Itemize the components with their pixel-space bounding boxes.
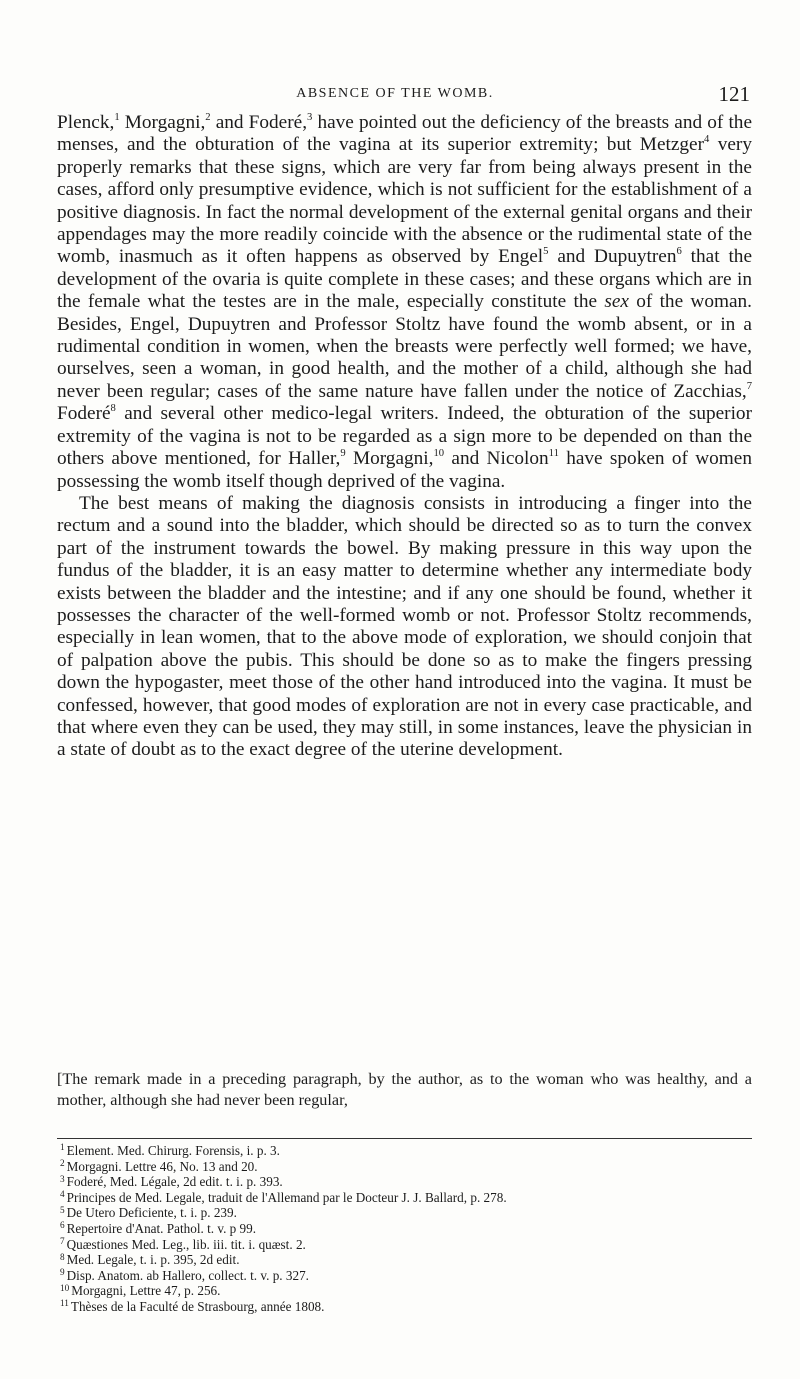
footnote: $^3$ Foderé, Med. Légale, 2d edit. t. i. p. 393. xyxy=(60,1173,283,1190)
footnote: $^8$ Med. Legale, t. i. p. 395, 2d edit. xyxy=(60,1251,240,1268)
footnote: $^1$ Element. Med. Chirurg. Forensis, i. p. 3. xyxy=(60,1142,280,1158)
footnote: $^2$ Morgagni. Lettre 46, No. 13 and 20. xyxy=(60,1157,258,1174)
footnote-ref: 9 xyxy=(340,448,346,460)
footnote-ref: 1 xyxy=(114,112,120,124)
footnote-ref: 4 xyxy=(704,134,710,146)
paragraph-1: Plenck,$^1$ Morgagni,$^2$ and Foderé,$^3$ have pointed out the deficiency of the breasts and of the menses, and the obturation of the vagina at its superior extremity; but Metzger$^4$ very properly remarks that these signs, which are very far from being always present in the cases, afford only presumptive evidence, which is not sufficient for the establishment of a positive diagnosis. In fact the normal development of the external genital organs and their appendages may the more readily coincide with the absence or the rudimental state of the womb, inasmuch as it often happens as observed by Engel$^5$ and Dupuytren$^6$ that the development of the ovaria is quite complete in these cases; and these organs which are in the female what the testes are in the male, especially constitute the sex of the woman. Besides, Engel, Dupuytren and Professor Stoltz have found the womb absent, or in a rudimental condition in women, when the breasts were perfectly well formed; we have, ourselves, seen a woman, in good health, and the mother of a child, although she had never been regular; cases of the same nature have fallen under the notice of Zacchias,$^7$ Foderé$^8$ and several other medico-legal writers. Indeed, the obturation of the superior extremity of the vagina is not to be regarded as a sign more to be depended on than the others above mentioned, for Haller,$^9$ Morgagni,$^{10}$ and Nicolon$^{11}$ have spoken of women possessing the womb itself though deprived of the vagina. xyxy=(57,112,753,492)
footnote: $^4$ Principes de Med. Legale, traduit de l'Allemand par le Docteur J. J. Ballard, p. 278. xyxy=(60,1189,507,1205)
editor-note: [The remark made in a preceding paragraph, by the author, as to the woman who was healthy, and a mother, although she had never been regular, xyxy=(57,1070,752,1109)
paragraph-2: The best means of making the diagnosis consists in introducing a finger into the rectum and a sound into the bladder, which should be directed so as to turn the convex part of the instrument towards the bowel. By making pressure in this way upon the fundus of the bladder, it is an easy matter to determine whether any intermediate body exists between the bladder and the intestine; and if any one should be found, whether it possesses the character of the well-formed womb or not. Professor Stoltz recommends, especially in lean women, that to the above mode of exploration, we should conjoin that of palpation above the pubis. This should be done so as to make the fingers pressing down the hypogaster, meet those of the other hand introduced into the vagina. It must be confessed, however, that good modes of exploration are not in every case practicable, and that where even they can be used, they may still, in some instances, leave the physician in a state of doubt as to the exact degree of the uterine development. xyxy=(57,492,752,761)
main-text xyxy=(57,112,752,762)
footnote: $^{11}$ Thèses de la Faculté de Strasbourg, année 1808. xyxy=(60,1298,325,1314)
footnote-ref: 11 xyxy=(548,448,559,460)
footnote: $^6$ Repertoire d'Anat. Pathol. t. v. p 99. xyxy=(60,1220,257,1236)
footnote-ref: 5 xyxy=(543,246,549,258)
footnote-ref: 10 xyxy=(433,448,445,460)
italic-word: sex xyxy=(604,291,629,313)
footnote: $^9$ Disp. Anatom. ab Hallero, collect. t. v. p. 327. xyxy=(60,1267,309,1283)
running-title: ABSENCE OF THE WOMB. xyxy=(296,86,494,101)
footnote-ref: 8 xyxy=(110,403,116,415)
footnote-rule xyxy=(57,1138,752,1139)
page-header xyxy=(40,82,750,112)
footnote-ref: 7 xyxy=(746,380,752,392)
footnote-ref: 3 xyxy=(307,112,313,124)
footnote-ref: 6 xyxy=(676,246,682,258)
footnote: $^{10}$ Morgagni, Lettre 47, p. 256. xyxy=(60,1282,221,1299)
page-number: 121 xyxy=(718,82,750,106)
footnotes xyxy=(60,1143,750,1315)
footnote: $^7$ Quæstiones Med. Leg., lib. iii. tit. i. quæst. 2. xyxy=(60,1235,306,1252)
footnote: $^5$ De Utero Deficiente, t. i. p. 239. xyxy=(60,1204,237,1221)
footnote-ref: 2 xyxy=(205,112,211,124)
